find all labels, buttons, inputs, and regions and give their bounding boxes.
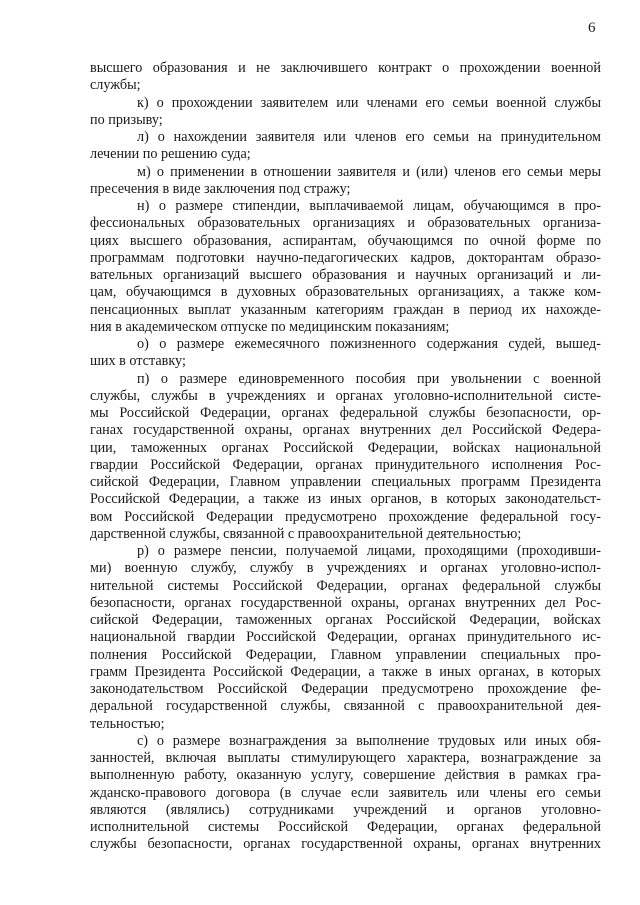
text-line: высшего образования и не заключившего контракт о прохождении военной bbox=[90, 60, 601, 76]
text-line: о) о размере ежемесячного пожизненного содержания судей, вышед- bbox=[137, 336, 601, 352]
text-line: фессиональных образовательных организациях и образовательных организа- bbox=[90, 215, 601, 232]
text-line: пресечения в виде заключения под стражу; bbox=[90, 180, 351, 197]
text-line: ми) военную службу, службу в учреждениях и органах уголовно-испол- bbox=[90, 560, 601, 577]
text-line: программам подготовки научно-педагогических кадров, докторантам образо- bbox=[90, 249, 601, 266]
text-line: цам, обучающимся в духовных образовательных организациях, а также ком- bbox=[90, 284, 601, 301]
text-line: ганах государственной охраны, органах внутренних дел Российской Федера- bbox=[90, 422, 601, 439]
text-line: полнения Российской Федерации, Главном управлении специальных про- bbox=[90, 646, 601, 663]
text-line: безопасности, органах государственной охраны, органах внутренних дел Рос- bbox=[90, 594, 601, 611]
text-line: м) о применении в отношении заявителя и (или) членов его семьи меры bbox=[137, 163, 601, 180]
text-line: н) о размере стипендии, выплачиваемой лицам, обучающимся в про- bbox=[137, 198, 601, 214]
text-line: грамм Президента Российской Федерации, а также в иных органах, в которых bbox=[90, 663, 601, 680]
text-line: л) о нахождении заявителя или членов его семьи на принудительном bbox=[137, 129, 601, 145]
text-line: Российской Федерации, а также из иных органов, в которых законодательст- bbox=[90, 491, 601, 508]
text-line: к) о прохождении заявителем или членами его семьи военной службы bbox=[137, 94, 601, 111]
text-line: законодательством Российской Федерации предусмотрено прохождение фе- bbox=[90, 681, 601, 697]
text-line: ния в академическом отпуске по медицинским показаниям; bbox=[90, 318, 450, 335]
text-line: лечении по решению суда; bbox=[90, 146, 251, 163]
text-line: нительной системы Российской Федерации, органах федеральной службы bbox=[90, 577, 601, 594]
text-line: пенсационных выплат указанным категориям граждан в период их нахожде- bbox=[90, 301, 601, 318]
text-line: мы Российской Федерации, органах федеральной службы безопасности, ор- bbox=[90, 405, 601, 421]
text-line: с) о размере вознаграждения за выполнение трудовых или иных обя- bbox=[137, 732, 601, 749]
document-body bbox=[90, 60, 601, 854]
text-line: р) о размере пенсии, получаемой лицами, проходящими (проходивши- bbox=[137, 543, 601, 559]
text-line: дарственной службы, связанной с правоохранительной деятельностью; bbox=[90, 525, 522, 542]
text-line: вом Российской Федерации предусмотрено прохождение федеральной госу- bbox=[90, 508, 601, 525]
text-line: вательных организаций высшего образования и научных организаций и ли- bbox=[90, 267, 601, 283]
text-line: службы; bbox=[90, 77, 141, 94]
text-line: гвардии Российской Федерации, органах принудительного исполнения Рос- bbox=[90, 456, 601, 473]
text-line: занностей, включая выплаты стимулирующего характера, вознаграждение за bbox=[90, 750, 601, 766]
text-line: по призыву; bbox=[90, 111, 163, 128]
text-line: выполненную работу, оказанную услугу, совершение действия в рамках гра- bbox=[90, 767, 601, 784]
text-line: ших в отставку; bbox=[90, 353, 186, 370]
text-line: тельностью; bbox=[90, 715, 165, 732]
text-line: сийской Федерации, Главном управлении специальных программ Президента bbox=[90, 474, 601, 490]
text-line: исполнительной системы Российской Федерации, органах федеральной bbox=[90, 819, 601, 835]
text-line: службы, службы в учреждениях и органах уголовно-исполнительной систе- bbox=[90, 387, 601, 404]
text-line: п) о размере единовременного пособия при увольнении с военной bbox=[137, 370, 601, 387]
text-line: службы безопасности, органах государственной охраны, органах внутренних bbox=[90, 836, 601, 853]
text-line: национальной гвардии Российской Федерации, органах принудительного ис- bbox=[90, 629, 601, 646]
text-line: циях высшего образования, аспирантам, обучающимся по очной форме по bbox=[90, 232, 601, 249]
page-number: 6 bbox=[588, 20, 596, 36]
text-line: деральной государственной службы, связанной с правоохранительной дея- bbox=[90, 698, 601, 715]
text-line: сийской Федерации, таможенных органах Российской Федерации, войсках bbox=[90, 612, 601, 628]
text-line: являются (являлись) сотрудниками учреждений и органов уголовно- bbox=[90, 801, 601, 818]
text-line: ции, таможенных органах Российской Федерации, войсках национальной bbox=[90, 439, 601, 456]
text-line: жданско-правового договора (в случае если заявитель или члены его семьи bbox=[90, 784, 601, 801]
